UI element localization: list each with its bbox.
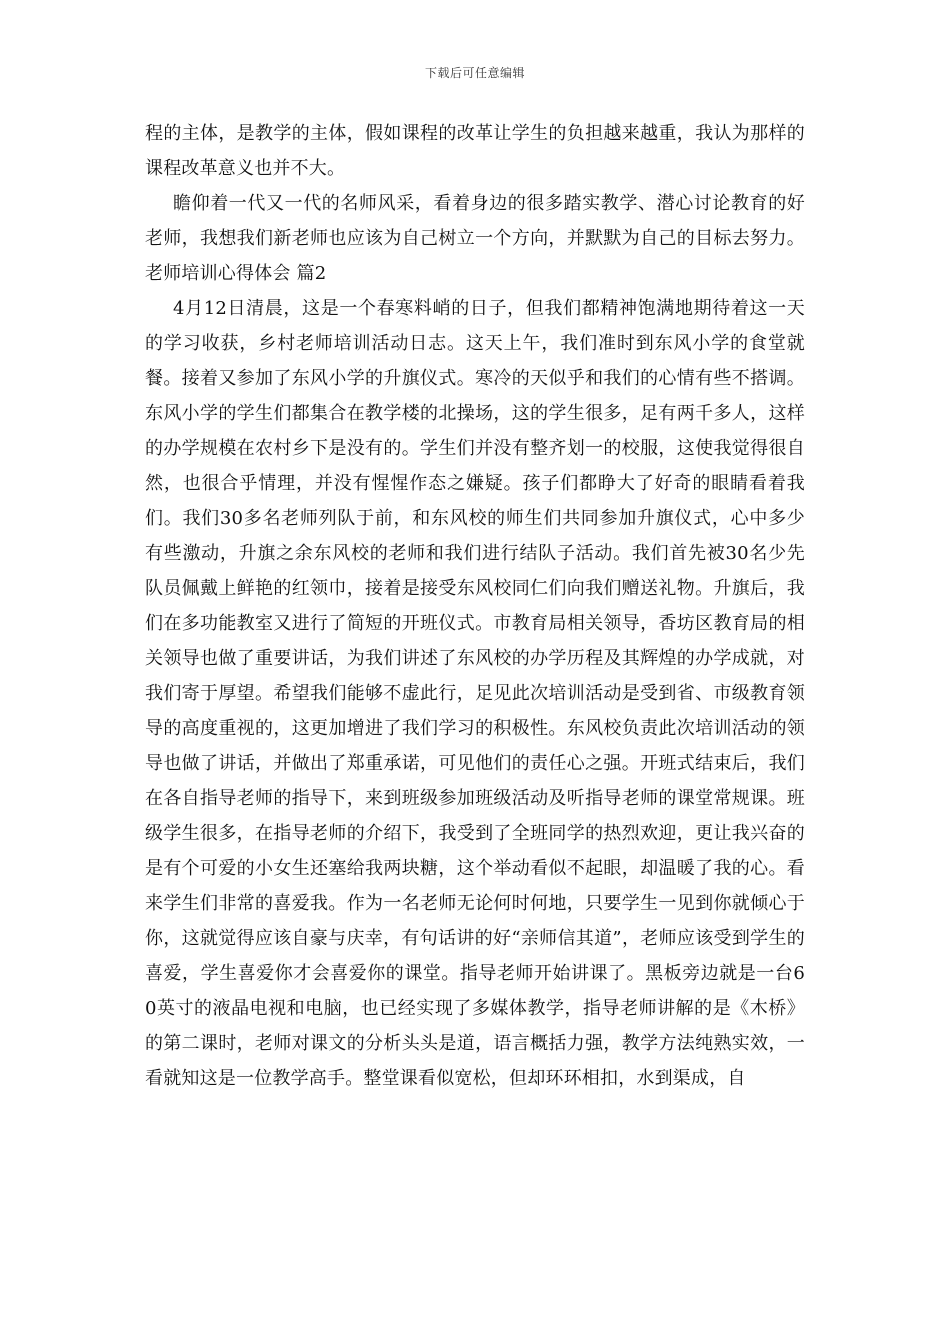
paragraph-training-log: 4月12日清晨，这是一个春寒料峭的日子，但我们都精神饱满地期待着这一天的学习收获，乡村老师培训活动日志。这天上午，我们准时到东风小学的食堂就餐。接着又参加了东风小学的升旗仪式。寒冷的天似乎和我们的心情有些不搭调。东风小学的学生们都集合在教学楼的北操场，这的学生很多，足有两千多人，这样的办学规模在农村乡下是没有的。学生们并没有整齐划一的校服，这使我觉得很自然，也很合乎情理，并没有惺惺作态之嫌疑。孩子们都睁大了好奇的眼睛看着我们。我们30多名老师列队于前，和东风校的师生们共同参加升旗仪式，心中多少有些激动，升旗之余东风校的老师和我们进行结队子活动。我们首先被30名少先队员佩戴上鲜艳的红领巾，接着是接受东风校同仁们向我们赠送礼物。升旗后，我们在多功能教室又进行了简短的开班仪式。市教育局相关领导，香坊区教育局的相关领导也做了重要讲话，为我们讲述了东风校的办学历程及其辉煌的办学成就，对我们寄于厚望。希望我们能够不虚此行，足见此次培训活动是受到省、市级教育领导的高度重视的，这更加增进了我们学习的积极性。东风校负责此次培训活动的领导也做了讲话，并做出了郑重承诺，可见他们的责任心之强。开班式结束后，我们在各自指导老师的指导下，来到班级参加班级活动及听指导老师的课堂常规课。班级学生很多，在指导老师的介绍下，我受到了全班同学的热烈欢迎，更让我兴奋的是有个可爱的小女生还塞给我两块糖，这个举动看似不起眼，却温暖了我的心。看来学生们非常的喜爱我。作为一名老师无论何时何地，只要学生一见到你就倾心于你，这就觉得应该自豪与庆幸，有句话讲的好“亲师信其道”，老师应该受到学生的喜爱，学生喜爱你才会喜爱你的课堂。指导老师开始讲课了。黑板旁边就是一台60英寸的液晶电视和电脑，也已经实现了多媒体教学，指导老师讲解的是《木桥》的第二课时，老师对课文的分析头头是道，语言概括力强，教学方法纯熟实效，一看就知这是一位教学高手。整堂课看似宽松，但却环环相扣，水到渠成，自 bbox=[145, 298, 805, 1089]
document-body bbox=[145, 116, 805, 1096]
paragraph-aspiration: 瞻仰着一代又一代的名师风采，看着身边的很多踏实教学、潜心讨论教育的好老师，我想我们新老师也应该为自己树立一个方向，并默默为自己的目标去努力。老师培训心得体会 篇2 bbox=[145, 193, 805, 284]
paragraph-continuation: 程的主体，是教学的主体，假如课程的改革让学生的负担越来越重，我认为那样的课程改革意义也并不大。 bbox=[145, 123, 805, 179]
page-header-note: 下载后可任意编辑 bbox=[424, 66, 525, 80]
